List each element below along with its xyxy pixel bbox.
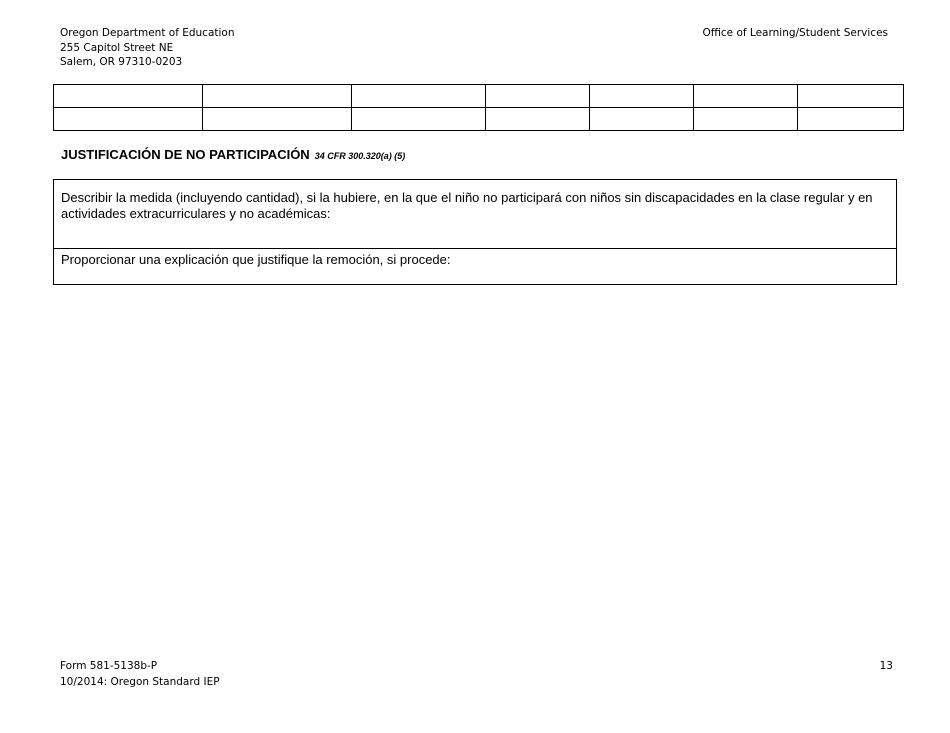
city-state-zip: Salem, OR 97310-0203 [60,56,183,68]
header-address [60,26,235,70]
footer-form-info [60,658,220,690]
section-citation: 34 CFR 300.320(a) (5) [314,151,406,161]
table-row [54,85,904,108]
table-cell[interactable] [590,85,694,108]
office-name: Office of Learning/Student Services [702,27,888,39]
form-date: 10/2014: Oregon Standard IEP [60,676,220,688]
page-number: 13 [879,660,893,672]
table-cell[interactable] [590,108,694,131]
table-cell[interactable] [54,108,203,131]
describe-prompt: Describir la medida (incluyendo cantidad), si la hubiere, en la que el niño no participará con niños sin discapacidades en la clase regular y en actividades extracurriculares y no académicas: [61,190,873,221]
table-cell[interactable] [203,108,352,131]
street-address: 255 Capitol Street NE [60,41,174,54]
table-cell[interactable] [486,108,590,131]
table-row [54,108,904,131]
section-title: JUSTIFICACIÓN DE NO PARTICIPACIÓN [61,147,310,162]
table-cell[interactable] [486,85,590,108]
table-cell[interactable] [203,85,352,108]
organization-name: Oregon Department of Education [60,27,235,39]
describe-field[interactable] [54,180,896,249]
table-cell[interactable] [798,85,904,108]
table-cell[interactable] [694,108,798,131]
table-cell[interactable] [54,85,203,108]
form-number: Form 581-5138b-P [60,660,158,672]
non-participation-box [53,179,897,285]
blank-form-table [53,84,904,131]
table-cell[interactable] [694,85,798,108]
table-cell[interactable] [352,85,486,108]
explain-prompt: Proporcionar una explicación que justifique la remoción, si procede: [61,252,451,267]
table-cell[interactable] [352,108,486,131]
section-heading [61,146,405,164]
table-cell[interactable] [798,108,904,131]
explain-field[interactable] [54,249,896,284]
